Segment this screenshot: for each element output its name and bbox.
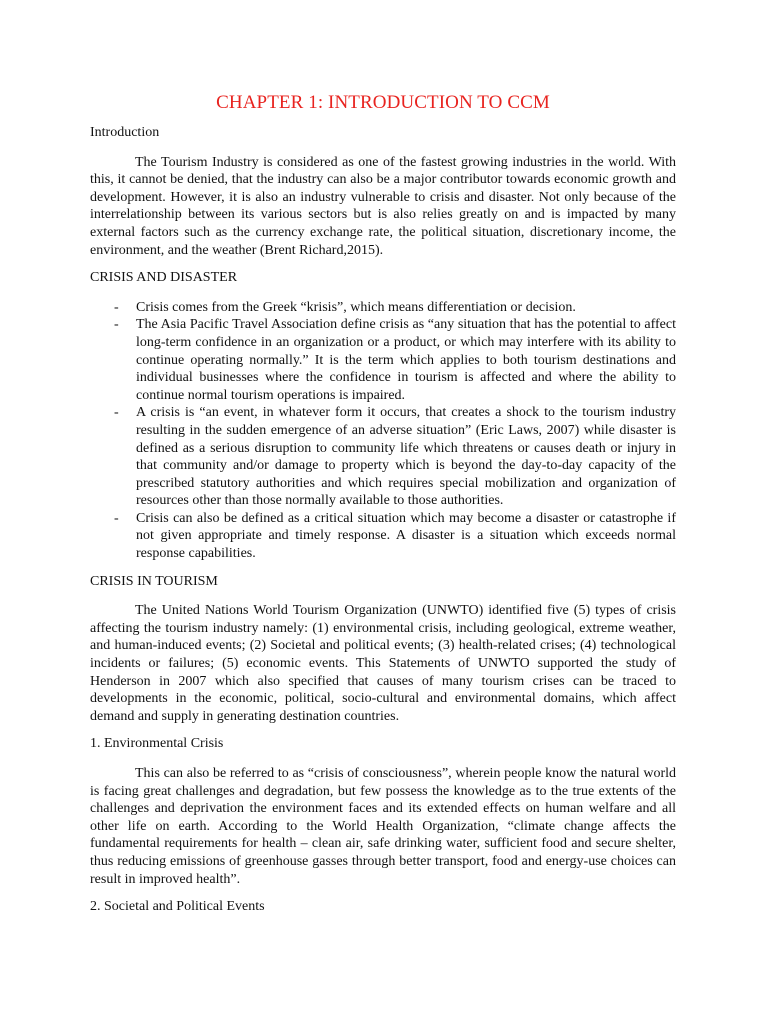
environmental-paragraph: This can also be referred to as “crisis of consciousness”, wherein people know the natural world is facing great challenges and degradation, but few possess the knowledge as to the true extents of the challenges and deprivation the environment faces and its extended effects on human welfare and all other life on earth. According to the World Health Organization, “climate change affects the fundamental requirements for health – clean air, safe drinking water, sufficient food and secure shelter, thus reducing emissions of greenhouse gasses through better transport, food and energy-use choices can result in improved health”.	[90, 766, 676, 887]
list-item	[114, 510, 676, 563]
list-item	[114, 299, 676, 317]
societal-political-heading: 2. Societal and Political Events	[90, 899, 265, 915]
crisis-disaster-heading: CRISIS AND DISASTER	[90, 270, 238, 286]
crisis-bullet-list	[90, 299, 676, 563]
list-item-text: Crisis comes from the Greek “krisis”, which means differentiation or decision.	[136, 299, 576, 315]
bullet-marker: -	[114, 317, 119, 333]
chapter-title: CHAPTER 1: INTRODUCTION TO CCM	[216, 92, 550, 113]
list-item	[114, 316, 676, 404]
list-item	[114, 404, 676, 510]
tourism-paragraph: The United Nations World Tourism Organization (UNWTO) identified five (5) types of crisis affecting the tourism industry namely: (1) environmental crisis, including geological, extreme weather, and human-induced events; (2) Societal and political events; (3) health-related crises; (4) technological incidents or failures; (5) economic events. This Statements of UNWTO supported the study of Henderson in 2007 which also specified that causes of many tourism crises can be traced to developments in the economic, political, socio-cultural and environmental domains, which affect demand and supply in generating destination countries.	[90, 603, 676, 724]
bullet-marker: -	[114, 299, 119, 315]
bullet-marker: -	[114, 405, 119, 421]
intro-heading: Introduction	[90, 125, 160, 140]
list-item-text: The Asia Pacific Travel Association define crisis as “any situation that has the potential to affect long-term confidence in an organization or a product, or which may interfere with its ability to continue operating normally.” It is the term which applies to both tourism destinations and individual businesses where the confidence in tourism is affected and where the ability to continue normal tourism operations is impaired.	[136, 317, 676, 403]
list-item-text: Crisis can also be defined as a critical situation which may become a disaster or catastrophe if not given appropriate and timely response. A disaster is a situation which exceeds normal response capabilities.	[136, 510, 676, 562]
list-item-text: A crisis is “an event, in whatever form it occurs, that creates a shock to the tourism industry resulting in the sudden emergence of an adverse situation” (Eric Laws, 2007) while disaster is defined as a serious disruption to community life which threatens or causes death or injury in that community and/or damage to property which is beyond the day-to-day capacity of the prescribed statutory authorities and which requires special mobilization and organization of resources other than those normally available to those authorities.	[136, 405, 676, 509]
bullet-marker: -	[114, 510, 119, 526]
crisis-tourism-heading: CRISIS IN TOURISM	[90, 573, 218, 589]
environmental-crisis-heading: 1. Environmental Crisis	[90, 736, 224, 752]
intro-paragraph: The Tourism Industry is considered as one of the fastest growing industries in the world. With this, it cannot be denied, that the industry can also be a major contributor towards economic growth and development. However, it is also an industry vulnerable to crisis and disaster. Not only because of the interrelationship between its various sectors but is also relies greatly on and is impacted by many external factors such as the currency exchange rate, the political situation, discretionary income, the environment, and the weather (Brent Richard,2015).	[90, 154, 676, 258]
